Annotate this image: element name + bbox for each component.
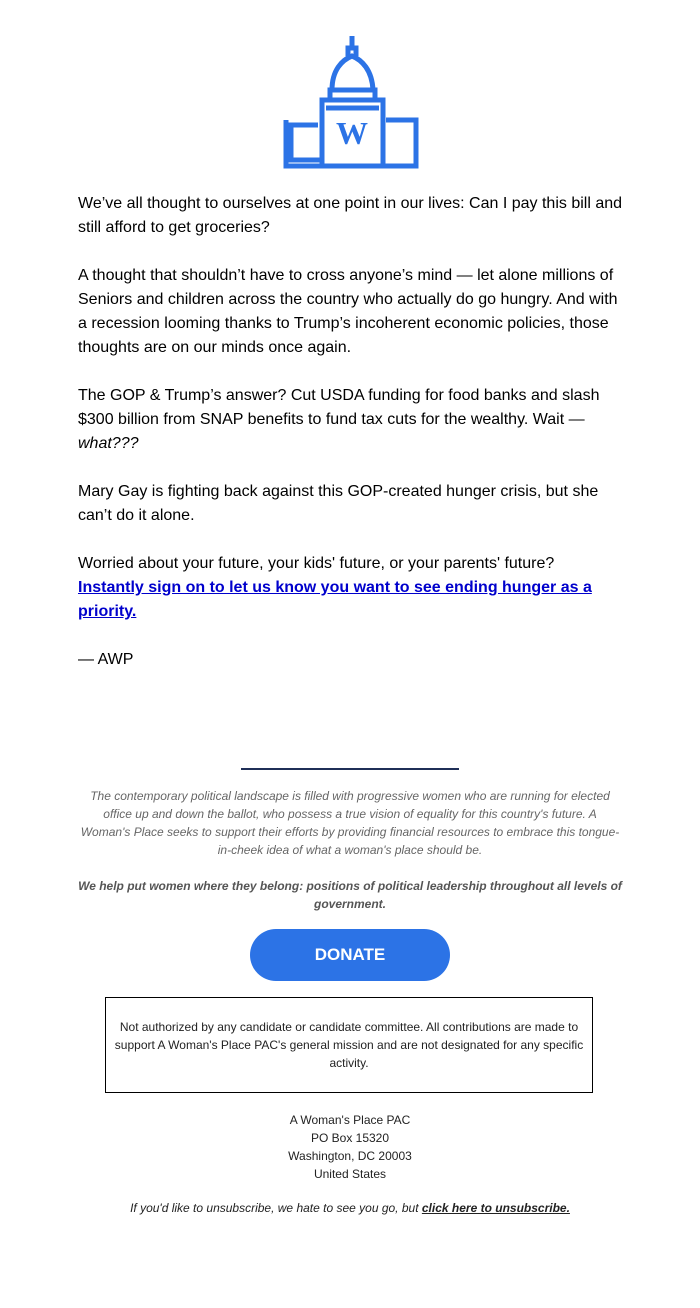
address-line: Washington, DC 20003 xyxy=(288,1149,412,1163)
paragraph-2: A thought that shouldn’t have to cross anyone’s mind — let alone millions of Seniors and children across the country who actually do go hungry. And with a recession looming thanks to Trump’s incoherent economic policies, those thoughts are on our minds once again. xyxy=(78,267,618,356)
paragraph-3-text: The GOP & Trump’s answer? Cut USDA funding for food banks and slash $300 billion from SNAP benefits to fund tax cuts for the wealthy. Wait — xyxy=(78,387,600,428)
mailing-address xyxy=(200,1111,500,1183)
disclaimer-text: Not authorized by any candidate or candidate committee. All contributions are made to support A Woman's Place PAC's general mission and are not designated for any specific activity. xyxy=(114,1020,584,1070)
capitol-dome-icon xyxy=(282,32,420,172)
unsubscribe-line xyxy=(60,1199,640,1217)
donate-button[interactable]: DONATE xyxy=(250,929,450,981)
disclaimer-box xyxy=(105,997,593,1093)
mission-statement: The contemporary political landscape is filled with progressive women who are running for elected office up and down the ballot, who possess a true vision of equality for this country's future. A Woman's Place seeks to support their efforts by providing financial resources to embrace this tongue-in-cheek idea of what a woman's place should be. xyxy=(80,789,620,857)
tagline: We help put women where they belong: positions of political leadership throughout all levels of government. xyxy=(78,879,622,911)
logo-letter: W xyxy=(336,115,368,151)
address-line: A Woman's Place PAC xyxy=(289,1113,411,1127)
address-line: United States xyxy=(313,1167,387,1181)
paragraph-3-emphasis: what??? xyxy=(78,435,139,452)
email-body xyxy=(78,192,628,696)
unsubscribe-link[interactable]: click here to unsubscribe. xyxy=(421,1201,570,1215)
paragraph-4: Mary Gay is fighting back against this GOP-created hunger crisis, but she can’t do it alone. xyxy=(78,483,599,524)
address-line: PO Box 15320 xyxy=(310,1131,390,1145)
sign-on-link[interactable]: Instantly sign on to let us know you want to see ending hunger as a priority. xyxy=(78,579,592,620)
signoff: — AWP xyxy=(78,651,134,668)
footer-divider xyxy=(241,768,459,770)
paragraph-5 xyxy=(78,552,628,624)
paragraph-3 xyxy=(78,384,628,456)
capitol-dome-logo xyxy=(282,32,420,172)
paragraph-1: We’ve all thought to ourselves at one point in our lives: Can I pay this bill and still afford to get groceries? xyxy=(78,195,623,236)
paragraph-5-text: Worried about your future, your kids' future, or your parents' future? xyxy=(78,555,555,572)
unsubscribe-text: If you'd like to unsubscribe, we hate to see you go, but xyxy=(130,1201,422,1215)
